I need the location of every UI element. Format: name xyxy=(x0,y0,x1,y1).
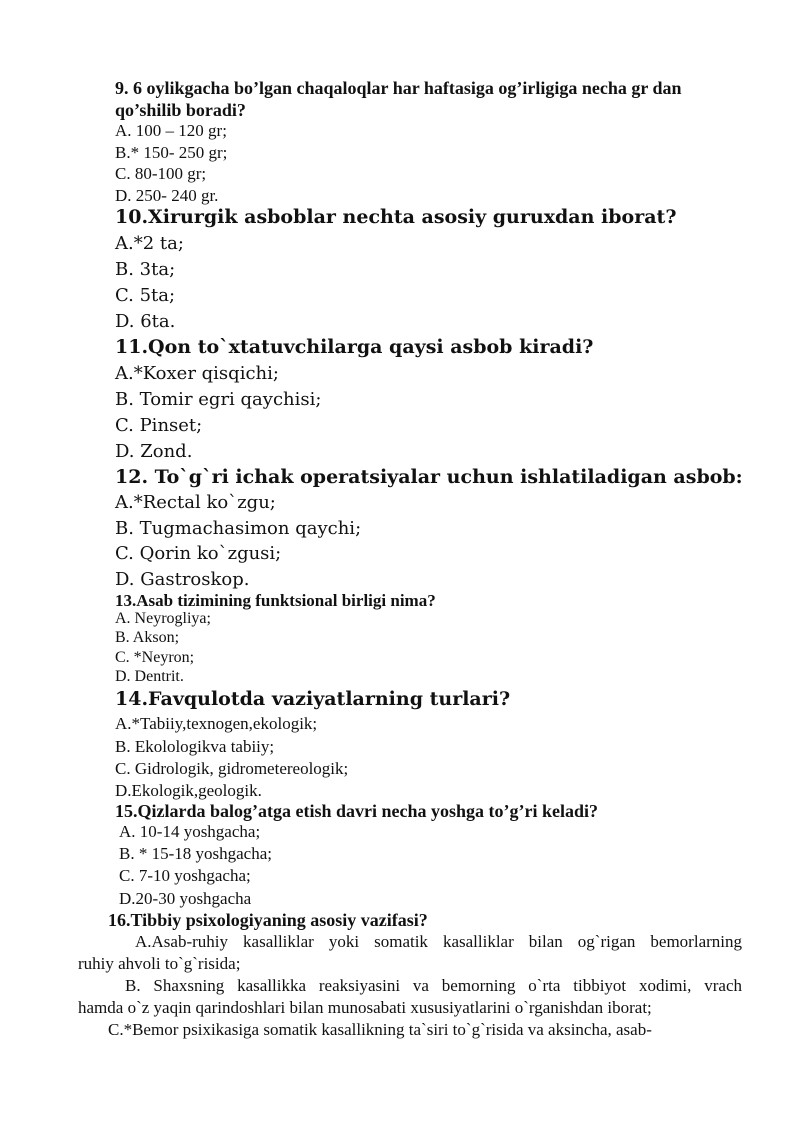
question-10-option-c: C. 5ta; xyxy=(115,285,176,306)
question-10-option-b: B. 3ta; xyxy=(115,259,176,280)
question-14-option-d: D.Ekologik,geologik. xyxy=(115,781,262,800)
question-13-option-d: D. Dentrit. xyxy=(115,668,184,685)
question-11-option-b: B. Tomir egri qaychisi; xyxy=(115,389,322,410)
question-15-option-b: B. * 15-18 yoshgacha; xyxy=(119,844,272,863)
question-12-option-d: D. Gastroskop. xyxy=(115,569,250,590)
question-13-option-c: C. *Neyron; xyxy=(115,649,195,666)
question-16-option-b-line1: B. Shaxsning kasallikka reaksiyasini va bemorning o`rta tibbiyot xodimi, vrach xyxy=(125,976,742,995)
question-9-title-line1: 9. 6 oylikgacha bo’lgan chaqaloqlar har haftasiga og’irligiga necha gr dan xyxy=(115,78,682,98)
question-11-option-a: A.*Koxer qisqichi; xyxy=(115,363,279,384)
question-15-title: 15.Qizlarda balog’atga etish davri necha yoshga to’g’ri keladi? xyxy=(115,801,598,821)
question-13-title: 13.Asab tizimining funktsional birligi nima? xyxy=(115,591,436,610)
question-10-title: 10.Xirurgik asboblar nechta asosiy guruxdan iborat? xyxy=(115,206,677,228)
question-15-option-d: D.20-30 yoshgacha xyxy=(119,889,252,908)
question-16-title: 16.Tibbiy psixologiyaning asosiy vazifasi? xyxy=(108,910,428,930)
question-16-option-a-line2: ruhiy ahvoli to`g`risida; xyxy=(78,954,241,973)
question-16-option-c-line1: C.*Bemor psixikasiga somatik kasallikning ta`siri to`g`risida va aksincha, asab- xyxy=(108,1020,652,1039)
question-14-option-b: B. Ekolologikva tabiiy; xyxy=(115,737,275,756)
question-13-option-b: B. Akson; xyxy=(115,629,180,646)
question-16-option-a-line1: A.Asab-ruhiy kasalliklar yoki somatik kasalliklar bilan og`rigan bemorlarning xyxy=(135,932,742,951)
question-13-option-a: A. Neyrogliya; xyxy=(115,610,211,627)
question-12-option-a: A.*Rectal ko`zgu; xyxy=(115,492,276,513)
question-9-option-b: B.* 150- 250 gr; xyxy=(115,143,228,162)
question-10-option-a: A.*2 ta; xyxy=(115,233,184,254)
question-15-option-c: C. 7-10 yoshgacha; xyxy=(119,866,251,885)
question-11-title: 11.Qon to`xtatuvchilarga qaysi asbob kiradi? xyxy=(115,336,594,358)
question-10-option-d: D. 6ta. xyxy=(115,311,176,332)
question-15-option-a: A. 10-14 yoshgacha; xyxy=(119,822,261,841)
question-9-option-c: C. 80-100 gr; xyxy=(115,164,207,183)
question-14-option-a: A.*Tabiiy,texnogen,ekologik; xyxy=(115,714,318,733)
question-11-option-c: C. Pinset; xyxy=(115,415,203,436)
question-16-option-b-line2: hamda o`z yaqin qarindoshlari bilan munosabati xususiyatlarini o`rganishdan iborat; xyxy=(78,998,652,1017)
question-12-title: 12. To`g`ri ichak operatsiyalar uchun ishlatiladigan asbob: xyxy=(115,466,743,488)
question-12-option-b: B. Tugmachasimon qaychi; xyxy=(115,518,362,539)
question-12-option-c: C. Qorin ko`zgusi; xyxy=(115,543,282,564)
question-14-option-c: C. Gidrologik, gidrometereologik; xyxy=(115,759,349,778)
question-9-title-line2: qo’shilib boradi? xyxy=(115,100,246,120)
question-11-option-d: D. Zond. xyxy=(115,441,193,462)
question-14-title: 14.Favqulotda vaziyatlarning turlari? xyxy=(115,688,511,710)
question-9-option-a: A. 100 – 120 gr; xyxy=(115,121,227,140)
question-9-option-d: D. 250- 240 gr. xyxy=(115,186,219,205)
